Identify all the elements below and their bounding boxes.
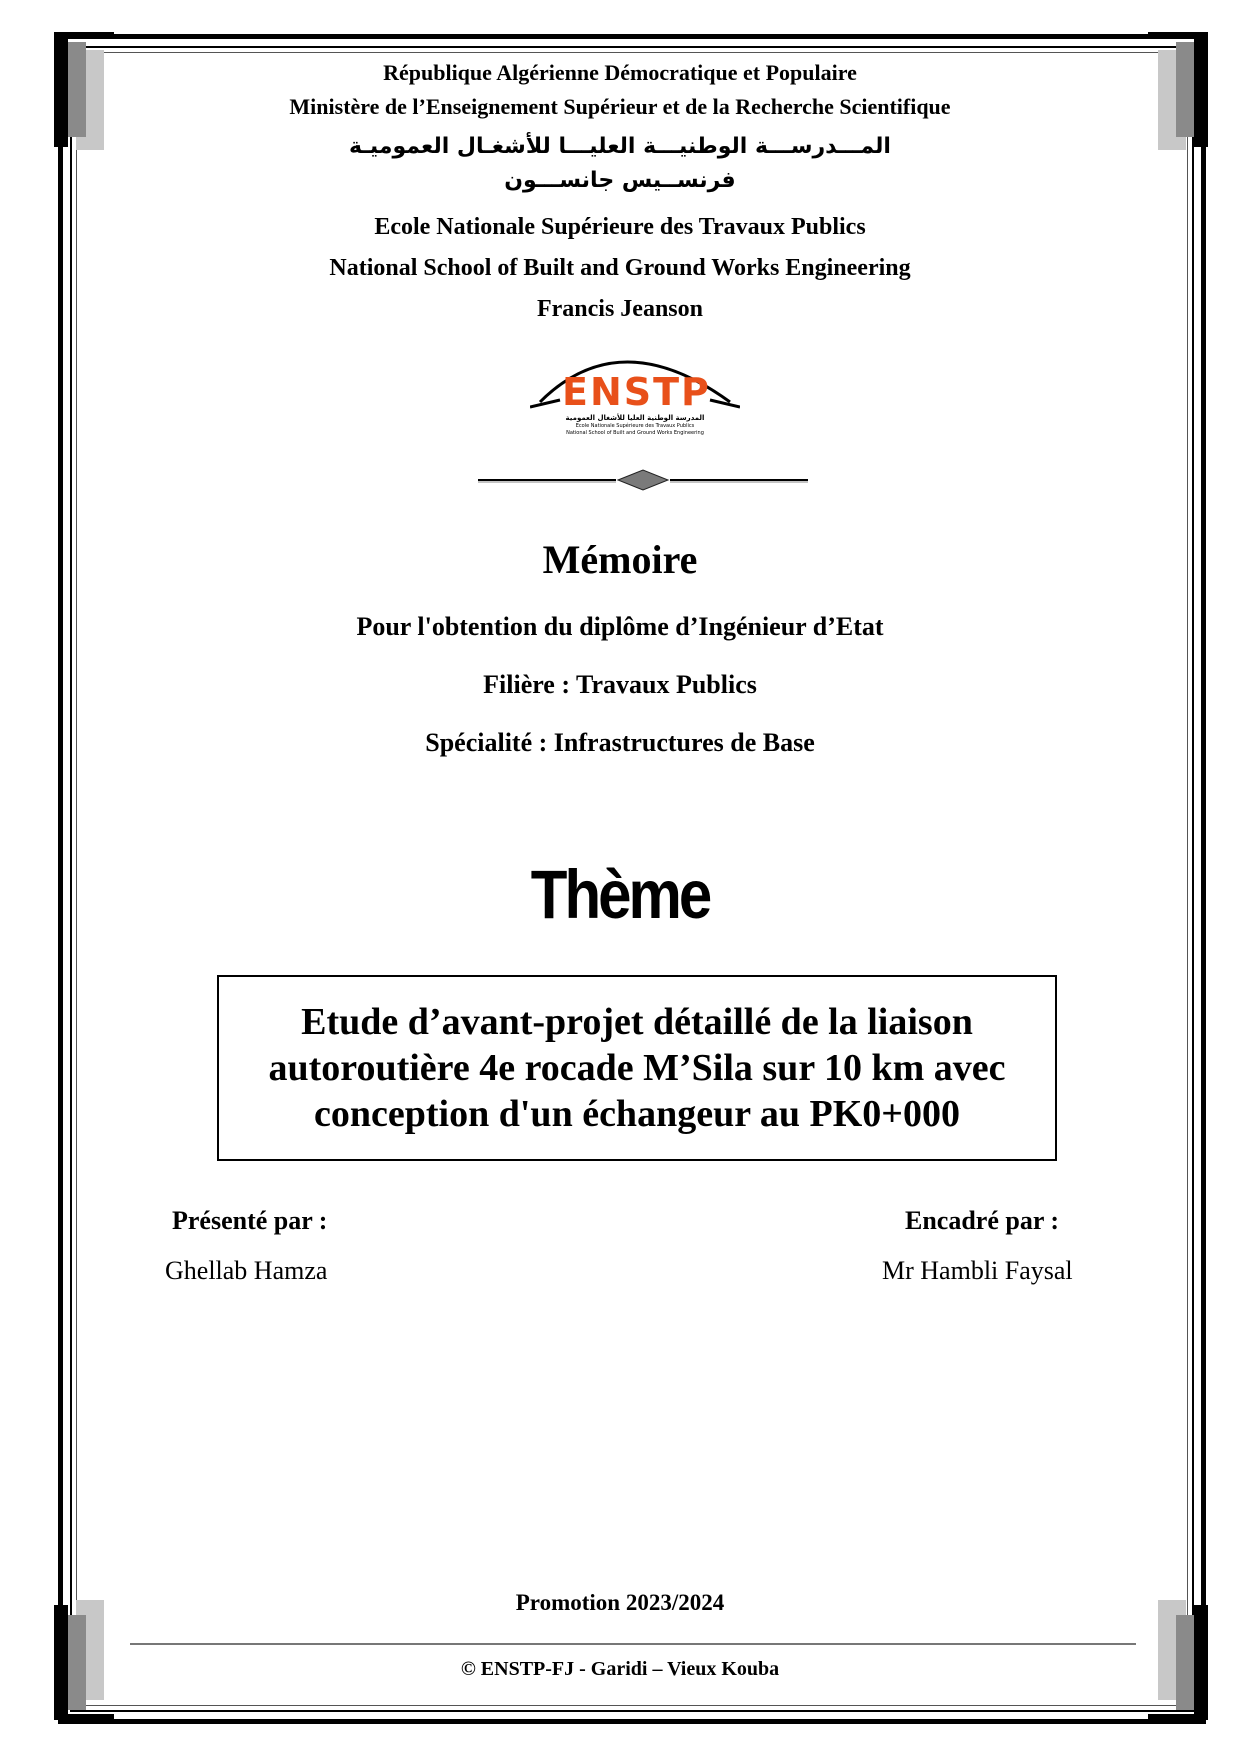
presented-by-label: Présenté par : [172, 1206, 328, 1235]
frame-corner-top-left [54, 22, 104, 152]
diamond-divider-icon [478, 468, 808, 492]
copyright-line: © ENSTP-FJ - Garidi – Vieux Kouba [460, 1658, 780, 1680]
school-name-french: Ecole Nationale Supérieure des Travaux Publics [374, 214, 866, 240]
logo-line-french: Ecole Nationale Supérieure des Travaux Publics [575, 423, 695, 429]
enstp-logo [530, 332, 740, 444]
diploma-line: Pour l'obtention du diplôme d’Ingénieur d’Etat [356, 612, 884, 641]
field-line: Filière : Travaux Publics [483, 670, 757, 699]
supervised-by-label: Encadré par : [905, 1206, 1060, 1235]
thesis-title-line-2: autoroutière 4e rocade M’Sila sur 10 km avec [268, 1047, 1006, 1089]
theme-heading: Thème [530, 855, 710, 934]
logo-line-arabic: المدرسة الوطنية العليا للأشغال العمومية [565, 414, 705, 422]
thesis-title-box [217, 975, 1057, 1161]
frame-corner-top-right [1158, 22, 1208, 152]
speciality-line: Spécialité : Infrastructures de Base [425, 728, 815, 757]
footer-divider [130, 1643, 1136, 1645]
supervised-by-name: Mr Hambli Faysal [882, 1256, 1073, 1285]
school-name-francis: Francis Jeanson [536, 296, 703, 322]
school-name-arabic-2: فرنســيس جانســـون [504, 168, 736, 193]
school-name-arabic: المـــدرســـة الوطنيـــة العليـــا للأشغـال العموميـة [349, 134, 891, 159]
promotion-line: Promotion 2023/2024 [515, 1590, 725, 1615]
thesis-title-line-3: conception d'un échangeur au PK0+000 [314, 1093, 960, 1135]
ornament-divider [478, 468, 808, 492]
thesis-title-line-1: Etude d’avant-projet détaillé de la liaison [301, 1001, 973, 1043]
republic-heading: République Algérienne Démocratique et Populaire [383, 60, 857, 85]
school-name-english: National School of Built and Ground Works Engineering [329, 255, 911, 281]
logo-text: ENSTP [562, 370, 711, 414]
ministry-heading: Ministère de l’Enseignement Supérieur et de la Recherche Scientifique [289, 94, 951, 119]
presented-by-name: Ghellab Hamza [165, 1256, 328, 1285]
document-type: Mémoire [542, 537, 698, 582]
logo-line-english: National School of Built and Ground Works Engineering [566, 430, 704, 436]
